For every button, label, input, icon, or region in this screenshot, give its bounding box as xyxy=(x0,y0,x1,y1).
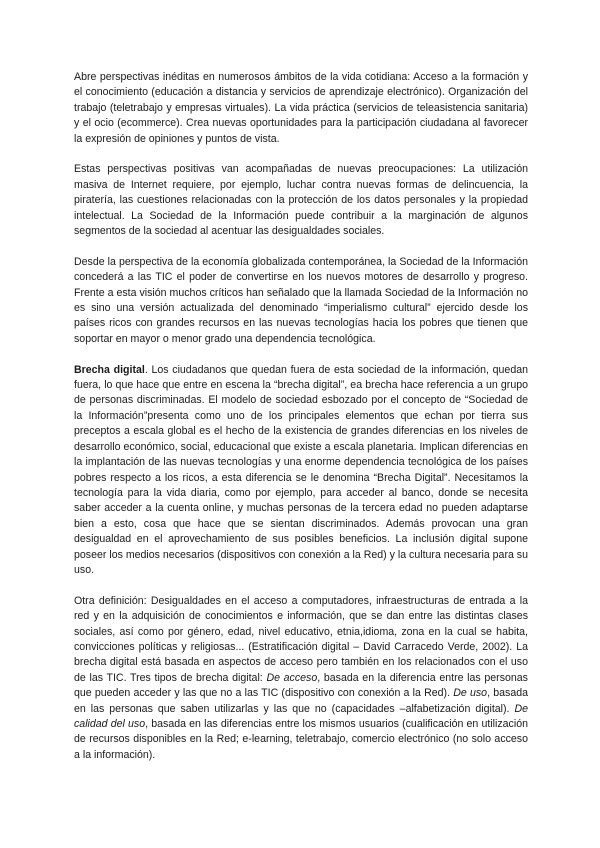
paragraph-preocupaciones: Estas perspectivas positivas van acompañadas de nuevas preocupaciones: La utilización masiva de Internet requiere, por ejemplo, luchar contra nuevas formas de delincuencia, la piratería, las cuestiones relacionadas con la protección de los datos personales y la propiedad intelectual. La Sociedad de la Información puede contribuir a la marginación de algunos segmentos de la sociedad al acentuar las desigualdades sociales. xyxy=(74,163,528,238)
brecha-digital-heading: Brecha digital xyxy=(74,363,145,376)
document-page xyxy=(74,70,528,779)
paragraph-brecha-digital xyxy=(74,363,528,579)
de-uso-text: , basada en las personas que saben utilizarlas y las que no (capacidades –alfabetización digital). xyxy=(74,687,528,715)
term-de-acceso: De acceso xyxy=(266,671,318,684)
term-de-uso: De uso xyxy=(453,687,488,700)
brecha-digital-text: . Los ciudadanos que quedan fuera de esta sociedad de la información, quedan fuera, lo que hace que entre en escena la “brecha digital”, ea brecha hace referencia a un grupo de personas discriminadas. El modelo de sociedad esbozado por el concepto de “Sociedad de la Información”presenta como uno de los principales elementos que echan por tierra sus preceptos a escala global es el hecho de la existencia de grandes diferencias en los niveles de desarrollo económico, social, educacional que existe a escala planetaria. Implican diferencias en la implantación de las nuevas tecnologías y una enorme dependencia tecnológica de los países pobres respecto a los ricos, a esta diferencia se le denomina “Brecha Digital”. Necesitamos la tecnología para la vida diaria, como por ejemplo, para acceder al banco, donde se necesita saber acceder a la cuenta online, y muchas personas de la tercera edad no pueden adaptarse bien a esto, cosa que hace que se sientan discriminados. Además provocan una gran desigualdad en el aprovechamiento de sus posibles beneficios. La inclusión digital supone poseer los medios necesarios (dispositivos con conexión a la Red) y la cultura necesaria para su uso. xyxy=(74,363,529,576)
paragraph-economia-globalizada: Desde la perspectiva de la economía globalizada contemporánea, la Sociedad de la Información concederá a las TIC el poder de convertirse en los nuevos motores de desarrollo y progreso. Frente a esta visión muchos críticos han señalado que la llamada Sociedad de la Información no es sino una versión actualizada del denominado “imperialismo cultural” ejercido desde los países ricos con grandes recursos en las nuevas tecnologías hacia los pobres que tienen que soportar en mayor o menor grado una dependencia tecnológica. xyxy=(74,255,528,345)
paragraph-otra-definicion xyxy=(74,594,528,763)
term-de-calidad-del-uso: De calidad del uso xyxy=(74,702,528,730)
de-acceso-text: , basada en la diferencia entre las personas que pueden acceder y las que no a las TIC (dispositivo con conexión a la Red). xyxy=(74,671,528,700)
otra-definicion-text: Otra definición: Desigualdades en el acceso a computadores, infraestructuras de entrada a la red y en la adquisición de conocimientos e información, que se dan entre las distintas clases sociales, así como por género, edad, nivel educativo, etnia,idioma, zona en la cual se habita, convicciones políticas y religiosas... (Estratificación digital – David Carracedo Verde, 2002). La brecha digital está basada en aspectos de acceso pero también en los relacionados con el uso de las TIC. Tres tipos de brecha digital: xyxy=(74,594,528,684)
paragraph-perspectivas: Abre perspectivas inéditas en numerosos ámbitos de la vida cotidiana: Acceso a la formación y el conocimiento (educación a distancia y servicios de aprendizaje electrónico). Organización del trabajo (teletrabajo y empresas virtuales). La vida práctica (servicios de teleasistencia sanitaria) y el ocio (ecommerce). Crea nuevas oportunidades para la participación ciudadana al favorecer la expresión de opiniones y puntos de vista. xyxy=(74,71,528,145)
de-calidad-del-uso-text: , basada en las diferencias entre los mismos usuarios (cualificación en utilización de recursos disponibles en la Red; e-learning, teletrabajo, comercio electrónico (no solo acceso a la información). xyxy=(74,718,528,761)
